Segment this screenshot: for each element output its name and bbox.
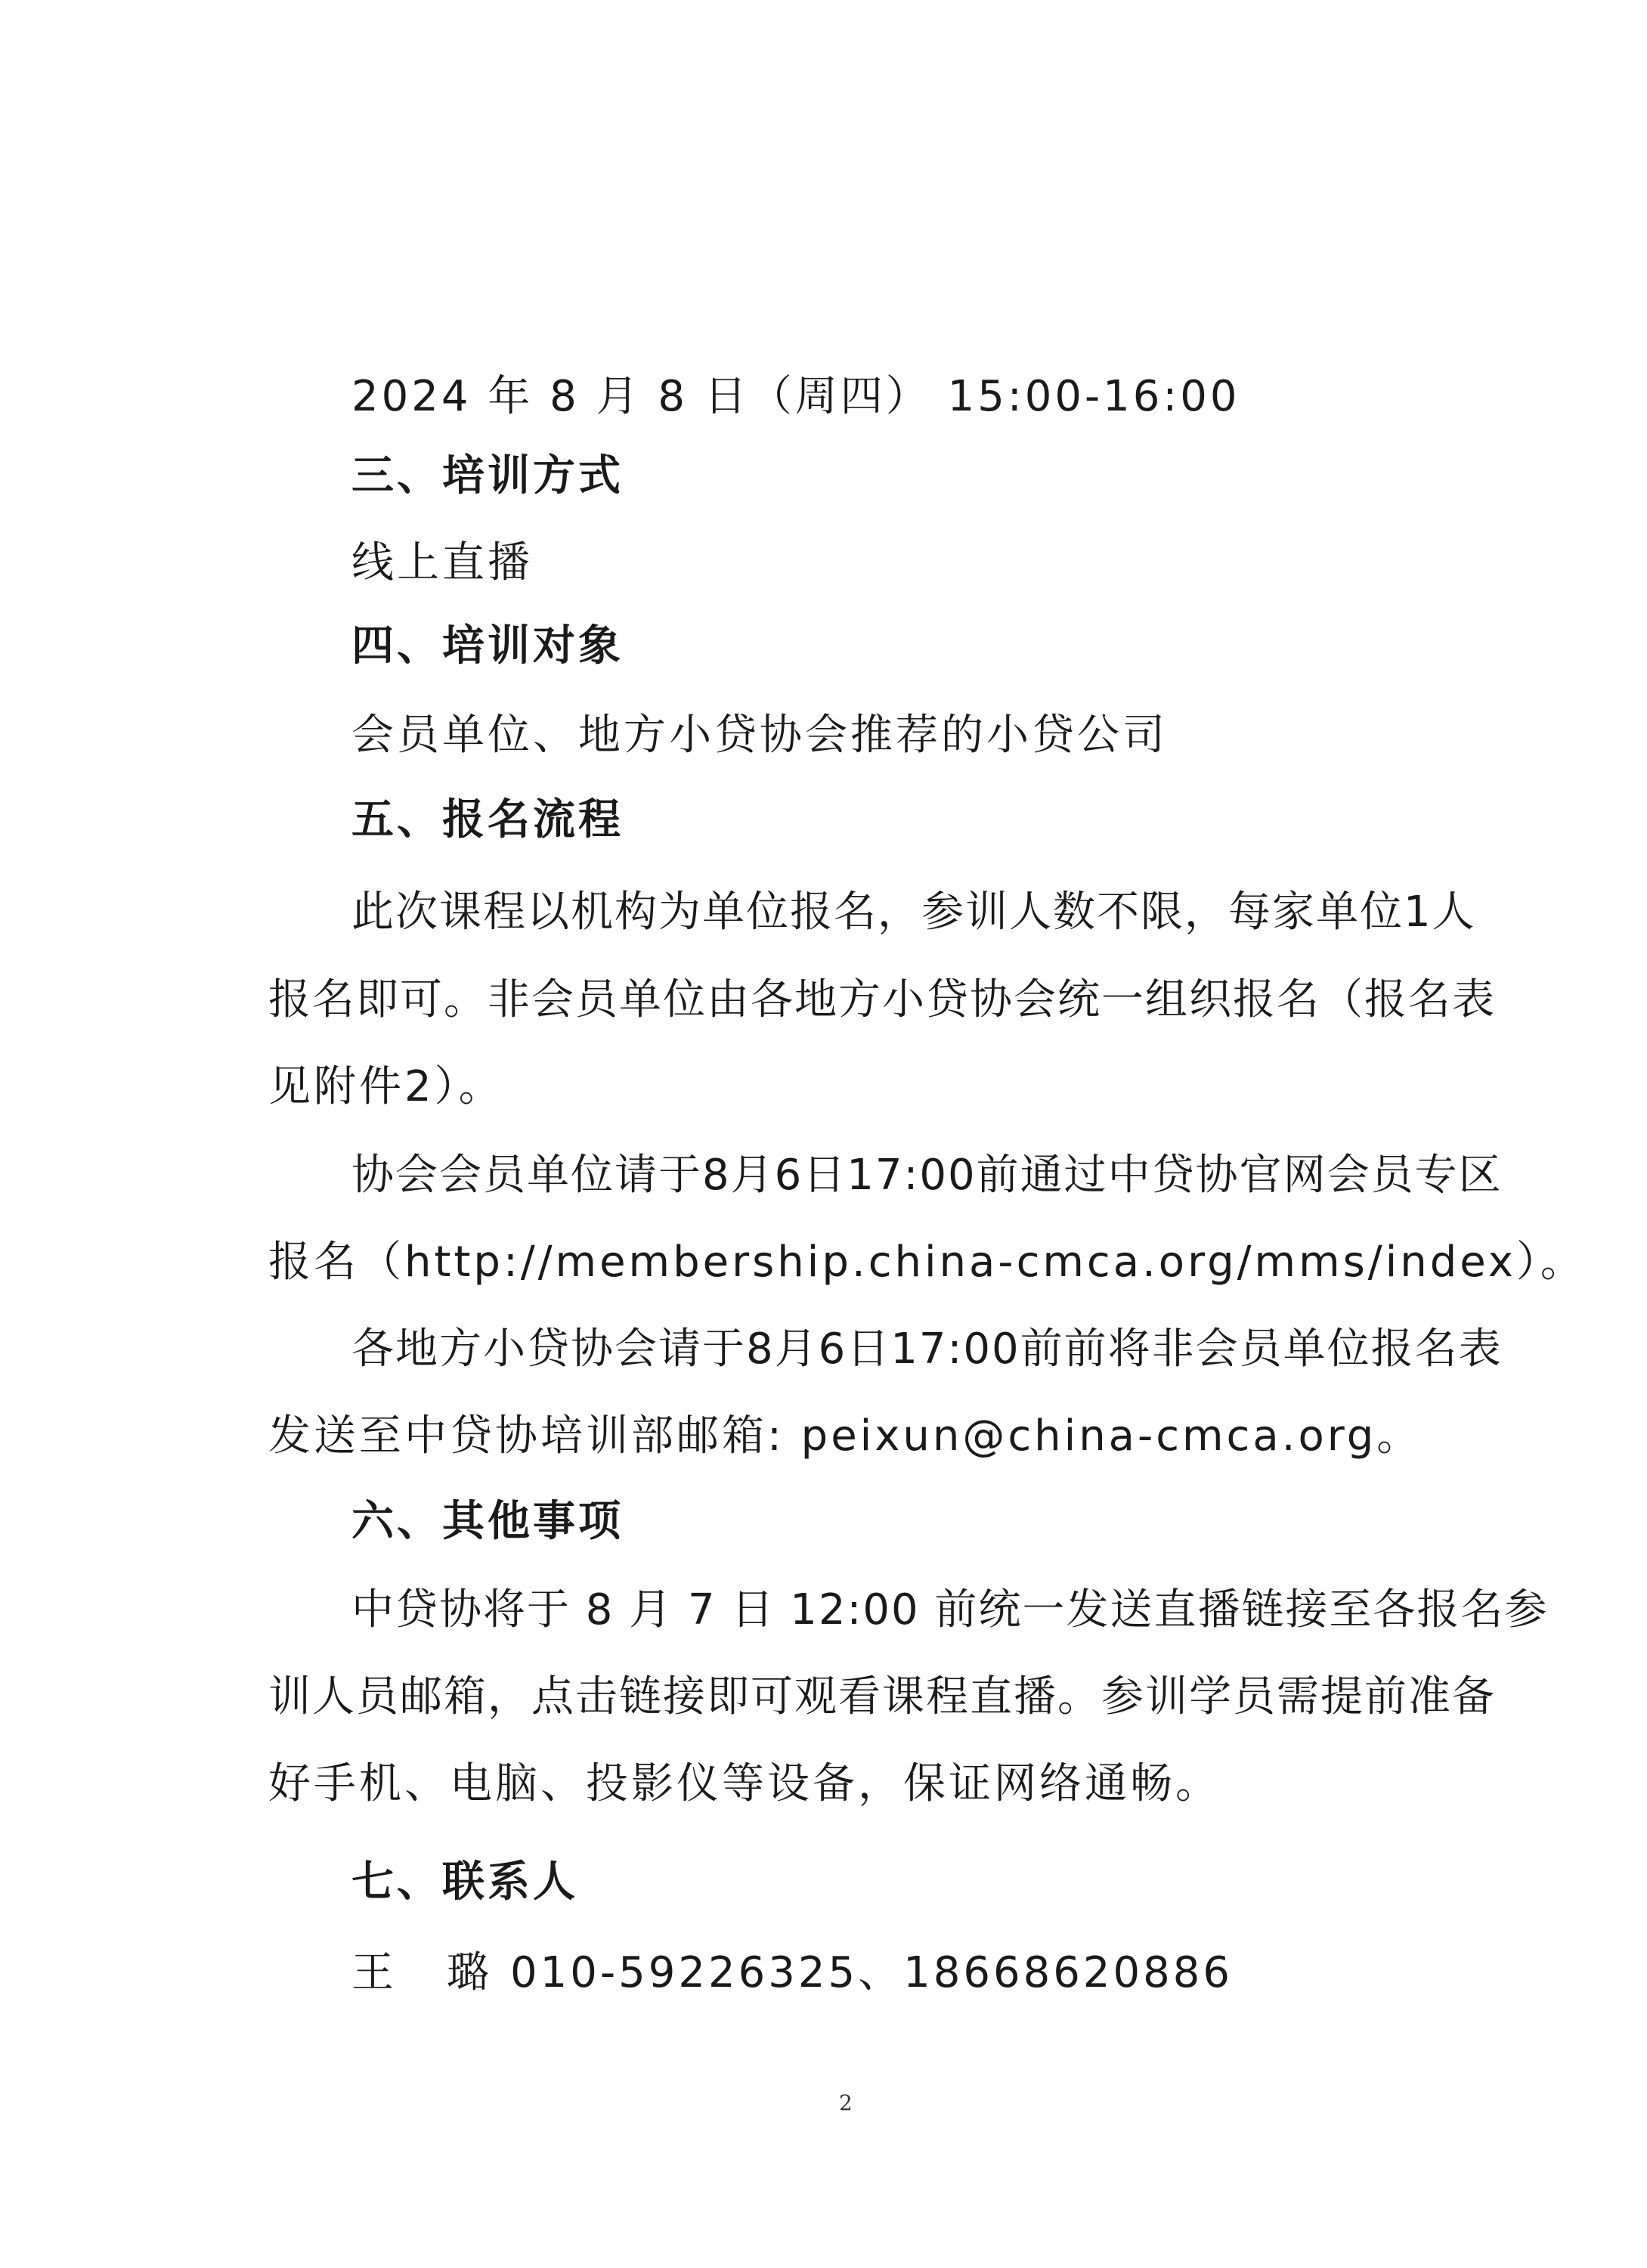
section-4-body: 会员单位、地方小贷协会推荐的小贷公司 <box>351 711 1168 760</box>
contact-line <box>351 1947 1233 2000</box>
section-5-para1-line3: 见附件2）。 <box>268 1062 504 1111</box>
contact-phones: 010-59226325、18668620886 <box>510 1948 1234 1997</box>
section-3-body: 线上直播 <box>351 538 533 587</box>
section-6-para1-line1: 中贷协将于 8 月 7 日 12:00 前统一发送直播链接至各报名参 <box>351 1585 1549 1634</box>
contact-given-name: 璐 <box>447 1948 489 1997</box>
section-6-para1-line3: 好手机、电脑、投影仪等设备，保证网络通畅。 <box>268 1759 1221 1808</box>
training-time: 2024 年 8 月 8 日（周四） 15:00-16:00 <box>351 372 1240 421</box>
section-5-para1-line2: 报名即可。非会员单位由各地方小贷协会统一组织报名（报名表 <box>268 975 1496 1024</box>
contact-surname: 王 <box>351 1948 394 1997</box>
section-5-para2-line1: 协会会员单位请于8月6日17:00前通过中贷协官网会员专区 <box>351 1151 1503 1200</box>
section-7-heading: 七、联系人 <box>351 1857 578 1907</box>
page-number: 2 <box>839 2090 853 2115</box>
section-4-heading: 四、培训对象 <box>351 621 624 671</box>
section-5-para2-line2: 报名（http://membership.china-cmca.org/mms/index）。 <box>268 1238 1586 1287</box>
section-6-para1-line2: 训人员邮箱，点击链接即可观看课程直播。参训学员需提前准备 <box>268 1672 1496 1721</box>
section-5-para3-line2: 发送至中贷协培训部邮箱: peixun@china-cmca.org。 <box>268 1411 1423 1461</box>
section-5-heading: 五、报名流程 <box>351 795 624 844</box>
section-6-heading: 六、其他事项 <box>351 1497 624 1546</box>
section-3-heading: 三、培训方式 <box>351 451 624 500</box>
section-5-para3-line1: 各地方小贷协会请于8月6日17:00前前将非会员单位报名表 <box>351 1325 1503 1374</box>
section-5-para1-line1: 此次课程以机构为单位报名，参训人数不限，每家单位1人 <box>351 888 1476 937</box>
